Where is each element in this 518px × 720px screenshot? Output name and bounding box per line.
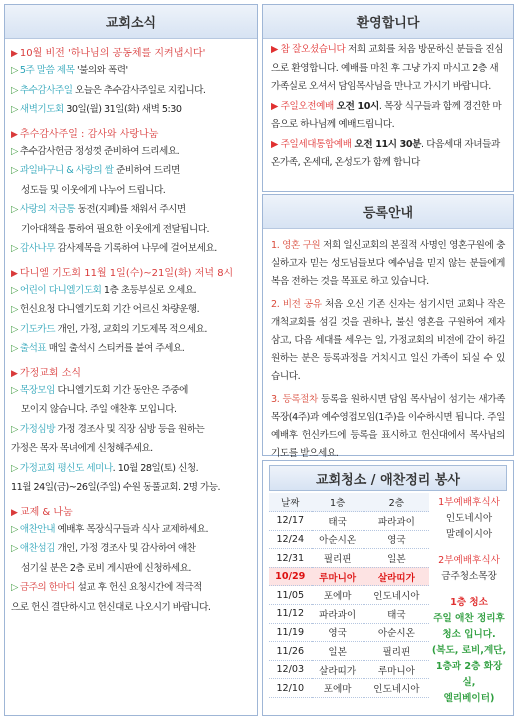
news-item-text: 감사제목을 기록하여 나무에 걸어보세요. [54,243,217,254]
welcome-para-2 [271,98,505,135]
table-row [269,679,429,698]
table-cell: 12/10 [269,679,312,698]
news-item [11,420,251,440]
table-cell: 10/29 [269,567,312,586]
section-heading-text: 교제 & 나눔 [19,506,73,518]
table-cell: 아순시온 [364,623,429,642]
news-item-keyword: 기도카드 [19,323,55,335]
welcome-p3-time: 오전 11시 30분 [351,138,421,150]
table-cell: 살라띠가 [364,567,429,586]
news-item-text: 동전(지폐)를 채워서 주시면 [75,204,186,215]
news-item [11,100,251,120]
news-item-text: 가정 경조사 및 직장 심방 등을 원하는 [54,423,205,435]
news-item [11,459,251,479]
news-item-text: 매일 출석시 스티커를 붙여 주세요. [46,343,185,354]
reg-p3-text: 등록을 원하시면 담임 목사님이 섬기는 새가족목장(4주)과 예수영접모임(1주)을 이수하시면 됩니다. 주일예배후 헌신카드에 등록을 표시하고 헌신대에서 목사님의 기도를 받으세요. [271,393,505,460]
arrow-bullet-icon: ▷ [11,65,18,76]
table-row [269,567,429,586]
news-item-text: 설교 후 헌신 요청시간에 적극적 [75,582,202,593]
triangle-bullet-icon: ▶ [11,129,18,140]
news-item-keyword: 가정교회 평신도 세미나 [19,462,113,474]
side-text: 금주청소목장 [441,571,497,582]
news-item [11,281,251,301]
news-item-keyword: 애찬섬김 [19,543,55,554]
table-cell: 인도네시아 [364,586,429,605]
bullet-icon: ▶ [271,44,281,55]
reg-p3-key: 3. 등록절차 [271,393,318,405]
table-row [269,605,429,624]
table-cell: 12/17 [269,512,312,531]
news-item-keyword: 애찬안내 [19,523,55,535]
news-item-keyword: 목장모임 [19,384,55,396]
reg-p1-key: 1. 영혼 구원 [271,240,321,251]
table-header: 1층 [312,493,364,512]
section-heading [11,128,251,142]
table-cell: 영국 [364,530,429,549]
triangle-bullet-icon: ▶ [11,268,18,279]
table-row [269,660,429,679]
first-service-meal-label: 1부예배후식사 [438,497,500,508]
table-cell: 인도네시아 [364,679,429,698]
meal-cleanup-notes [431,495,507,707]
table-cell: 영국 [312,623,364,642]
table-cell: 일본 [312,642,364,661]
welcome-p1-key: 참 잘오셨습니다 [280,44,346,55]
section-heading-text: 다니엘 기도회 11월 1일(수)~21일(화) 저녁 8시 [19,267,234,279]
table-row [269,586,429,605]
table-cell: 11/12 [269,605,312,624]
side-text: (복도, 로비,계단, [431,645,507,656]
news-item-text: . 10월 28일(토) 신청. [112,462,199,474]
arrow-bullet-icon: ▷ [11,145,18,157]
table-cell: 포에마 [312,679,364,698]
news-item-continuation: 기아대책을 통하여 필요한 이웃에게 전달됩니다. [21,223,210,235]
table-cell: 12/24 [269,530,312,549]
registration-title: 등록안내 [263,195,513,229]
news-item-text: 30일(월) 31일(화) 새벽 5:30 [63,104,182,115]
table-cell: 일본 [364,549,429,568]
arrow-bullet-icon: ▷ [11,384,18,396]
table-cell: 12/03 [269,660,312,679]
cleaning-service-panel [262,460,514,716]
table-row [269,549,429,568]
table-row [269,530,429,549]
news-item-keyword: 출석표 [19,343,47,354]
news-item-keyword: 금주의 한마디 [19,582,76,593]
cleaning-service-title: 교회청소 / 애찬정리 봉사 [269,465,507,491]
table-cell: 루마니아 [364,660,429,679]
news-item-keyword: 가정심방 [19,423,55,435]
arrow-bullet-icon: ▷ [11,323,18,335]
church-news-body [5,47,257,617]
arrow-bullet-icon: ▷ [11,84,18,96]
welcome-body [263,39,513,176]
arrow-bullet-icon: ▷ [11,523,18,535]
table-cell: 루마니아 [312,567,364,586]
reg-p2-text: 처음 오신 기존 신자는 섬기시던 교회나 작은 개척교회를 섬길 것을 권하나, 불신 영혼을 구원하여 제자 삼고, 다음 세대를 세우는 일, 가정교회의 비전에 같이 하길 원하는 분은 등록과정을 거치시고 일신 가족이 되실 수 있습니다. [271,298,506,383]
table-row [269,642,429,661]
welcome-p2-text: . 목장 식구들과 함께 경건한 마음으로 하나님께 예배드립니다. [271,100,502,130]
table-row [269,512,429,531]
registration-para-3 [271,391,505,464]
section-heading [11,367,251,381]
welcome-panel [262,4,514,192]
section-heading [11,47,251,61]
news-item-text: 예배후 목장식구들과 식사 교제하세요. [54,523,208,535]
welcome-p3-key: 주일세대통합예배 [280,138,352,150]
church-news-panel [4,4,258,716]
table-cell: 살라띠가 [312,660,364,679]
table-cell: 12/31 [269,549,312,568]
news-item-text: 다니엘기도회 기간 동안은 주중에 [54,384,188,396]
church-news-title: 교회소식 [5,5,257,39]
arrow-bullet-icon: ▷ [11,243,18,254]
section-heading [11,267,251,281]
news-item-keyword: 어린이 다니엘기도회 [19,284,102,296]
news-item [11,81,251,101]
arrow-bullet-icon: ▷ [11,104,18,115]
news-item-text: 개인, 가정 경조사 및 감사하여 애찬 [54,543,196,554]
news-item-keyword: 감사나무 [19,243,55,254]
arrow-bullet-icon: ▷ [11,204,18,215]
table-cell: 태국 [312,512,364,531]
section-heading [11,506,251,520]
table-cell: 파라과이 [312,605,364,624]
side-text: 엘리베이터) [443,693,495,704]
section-heading-text: 추수감사주일 : 감사와 사랑나눔 [19,128,159,140]
side-text: 인도네시아 [445,513,493,524]
section-heading-text: 10월 비전 '하나님의 공동체를 지켜냅시다' [19,48,206,59]
side-text: 주일 애찬 정리후 [433,613,505,624]
side-text: 1층과 2층 화장실, [435,661,503,688]
news-item [11,578,251,598]
news-item-continuation: 모이지 않습니다. 주일 애찬후 모입니다. [21,404,177,415]
arrow-bullet-icon: ▷ [11,582,18,593]
news-item-text: '불의와 폭력' [74,65,128,76]
side-text: 말레이시아 [445,529,493,540]
news-item-continuation: 으로 헌신 결단하시고 헌신대로 나오시기 바랍니다. [11,601,211,613]
arrow-bullet-icon: ▷ [11,423,18,435]
bullet-icon: ▶ [271,100,281,112]
news-item-keyword: 새벽기도회 [19,104,64,115]
news-item-keyword: 과일바구니 & 사랑의 쌀 [19,165,114,176]
welcome-p2-key: 주일오전예배 [280,100,334,112]
table-cell: 태국 [364,605,429,624]
news-item [11,161,251,181]
news-item-keyword: 5주 말씀 제목 [19,65,75,76]
arrow-bullet-icon: ▷ [11,343,18,354]
news-item-continuation: 섬기실 분은 2층 로비 게시판에 신청하세요. [21,562,191,574]
news-item-continuation: 성도들 및 이웃에게 나누어 드립니다. [21,184,166,196]
table-row [269,623,429,642]
news-item-text: 준비하여 드리면 [113,165,180,176]
news-item-text: 1층 초등부실로 오세요. [101,284,197,296]
triangle-bullet-icon: ▶ [11,368,18,379]
bullet-icon: ▶ [271,138,281,150]
news-item-text: 추수감사헌금 정성껏 준비하여 드리세요. [19,145,180,157]
table-cell: 필리핀 [312,549,364,568]
news-item-continuation: 가정은 목자 목녀에게 신청해주세요. [11,443,153,454]
cleaning-schedule-table [269,493,429,698]
table-header: 날짜 [269,493,312,512]
news-item [11,339,251,359]
news-item [11,320,251,340]
table-header: 2층 [364,493,429,512]
news-item [11,520,251,540]
news-item [11,381,251,401]
news-item [11,142,251,162]
news-item-text: 개인, 가정, 교회의 기도제목 적으세요. [54,323,207,335]
registration-panel [262,194,514,460]
welcome-p2-time: 오전 10시 [333,100,379,112]
news-item-continuation: 11월 24일(금)~26일(주일) 수원 동풀교회. 2명 가능. [11,482,221,493]
second-service-meal-label: 2부예배후식사 [438,555,500,566]
side-text: 청소 입니다. [442,629,496,640]
table-header-row [269,493,429,512]
arrow-bullet-icon: ▷ [11,165,18,176]
news-item-keyword: 사랑의 저금통 [19,204,76,215]
table-cell: 포에마 [312,586,364,605]
news-item [11,539,251,559]
welcome-para-3 [271,136,505,173]
first-floor-cleaning-label: 1층 청소 [450,597,488,608]
arrow-bullet-icon: ▷ [11,284,18,296]
table-cell: 11/26 [269,642,312,661]
section-heading-text: 가정교회 소식 [19,367,82,379]
news-item [11,200,251,220]
welcome-title: 환영합니다 [263,5,513,39]
news-item [11,61,251,81]
table-cell: 파라과이 [364,512,429,531]
news-item-text: 오늘은 추수감사주일로 지킵니다. [72,84,206,96]
welcome-p3-text: . 다음세대 자녀들과 온가족, 온세대, 온성도가 함께 합니다 [271,138,500,168]
reg-p1-text: 저희 일신교회의 본질적 사명인 영혼구원에 충실하고자 믿는 성도님들보다 예수님을 믿지 않는 분들에게 복음 전하는 것을 목표로 하고 있습니다. [271,240,505,288]
table-cell: 11/19 [269,623,312,642]
table-cell: 아순시온 [312,530,364,549]
registration-body [263,229,513,475]
registration-para-2 [271,296,505,387]
triangle-bullet-icon: ▶ [11,49,18,59]
welcome-p1-text: 저희 교회를 처음 방문하신 분들을 진심으로 환영합니다. 예배를 마친 후 그냥 가지 마시고 2층 새가족실로 오셔서 담임목사님을 만나고 가시기 바랍니다. [271,44,504,92]
reg-p2-key: 2. 비전 공유 [271,298,322,310]
news-item-text: 헌신요청 다니엘기도회 기간 어르신 차량운행. [19,304,200,315]
arrow-bullet-icon: ▷ [11,543,18,554]
news-item-keyword: 추수감사주일 [19,84,73,96]
news-item [11,300,251,320]
news-item [11,239,251,259]
triangle-bullet-icon: ▶ [11,507,18,518]
arrow-bullet-icon: ▷ [11,304,18,315]
table-cell: 11/05 [269,586,312,605]
arrow-bullet-icon: ▷ [11,462,18,474]
table-cell: 필리핀 [364,642,429,661]
registration-para-1 [271,237,505,292]
welcome-para-1 [271,41,505,97]
